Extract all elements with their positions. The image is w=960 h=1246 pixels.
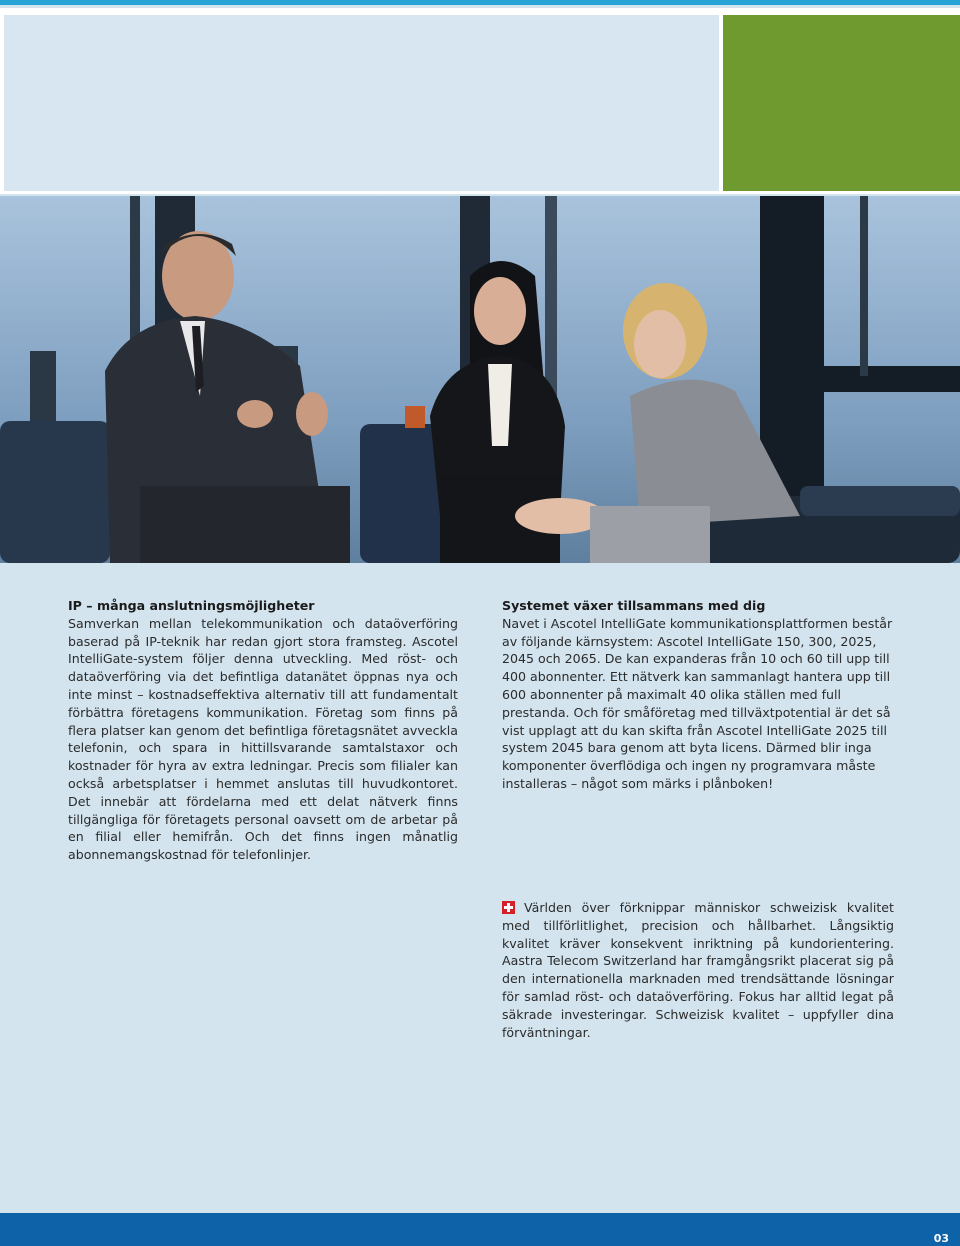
- right-body: Navet i Ascotel IntelliGate kommunikationsplattformen består av följande kärnsystem: Ascotel IntelliGate 150, 300, 2025, 2045 och 2065. De kan expanderas från 10 och 60 till upp till 400 abonnenter. Ett nätverk kan sammanlagt hantera upp till 600 abonnenter på maximalt 40 olika ställen med full prestanda. Och för småföretag med tillväxtpotential är det så vist upplagt att du kan skifta från Ascotel IntelliGate 2025 till system 2045 bara genom att byta licens. Därmed blir inga komponenter överflödiga och ingen ny programvara måste installeras – något som märks i plånboken!: [502, 615, 893, 791]
- swiss-flag-icon: [502, 901, 515, 914]
- meeting-photo: [0, 196, 960, 563]
- right-heading: Systemet växer tillsammans med dig: [502, 598, 766, 613]
- swiss-quality-note: [502, 899, 894, 1041]
- footer-bar: [0, 1213, 960, 1246]
- right-column: [502, 597, 894, 793]
- page-number: 03: [933, 1232, 949, 1245]
- left-heading: IP – många anslutningsmöjligheter: [68, 598, 315, 613]
- left-body: Samverkan mellan telekommunikation och dataöverföring baserad på IP-teknik har redan gjort stora framsteg. Ascotel IntelliGate-system följer denna utveckling. Med röst- och dataöverföring via det befintliga datanätet öppnas nya och inte minst – kostnadseffektiva alternativ till att fundamentalt förbättra företagens kommunikation. Företag som finns på flera platser kan genom det befintliga företagsnätet avveckla telefonin, och spara in hittillsvarande samtalstaxor och kostnader för hyra av extra ledningar. Precis som filialer kan också arbetsplatser i hemmet anslutas till huvudkontoret. Det innebär att fördelarna med ett delat nätverk finns tillgängliga för företagets personal oavsett om de arbetar på en filial eller hemifrån. Och det finns ingen månatlig abonnemangskostnad för telefonlinjer.: [68, 615, 458, 863]
- top-rule: [0, 0, 960, 5]
- green-accent-block: [723, 15, 960, 191]
- header-panel: [4, 15, 719, 191]
- left-column: [68, 597, 458, 864]
- swiss-note-body: Världen över förknippar människor schweizisk kvalitet med tillförlitlighet, precision och hållbarhet. Långsiktig kvalitet kräver konsekvent inriktning på kundorientering. Aastra Telecom Switzerland har framgångsrikt placerat sig på den internationella marknaden med trendsättande lösningar för samlad röst- och dataöverföring. Fokus har alltid legat på säkrade investeringar. Schweizisk kvalitet – uppfyller dina förväntningar.: [502, 900, 894, 1040]
